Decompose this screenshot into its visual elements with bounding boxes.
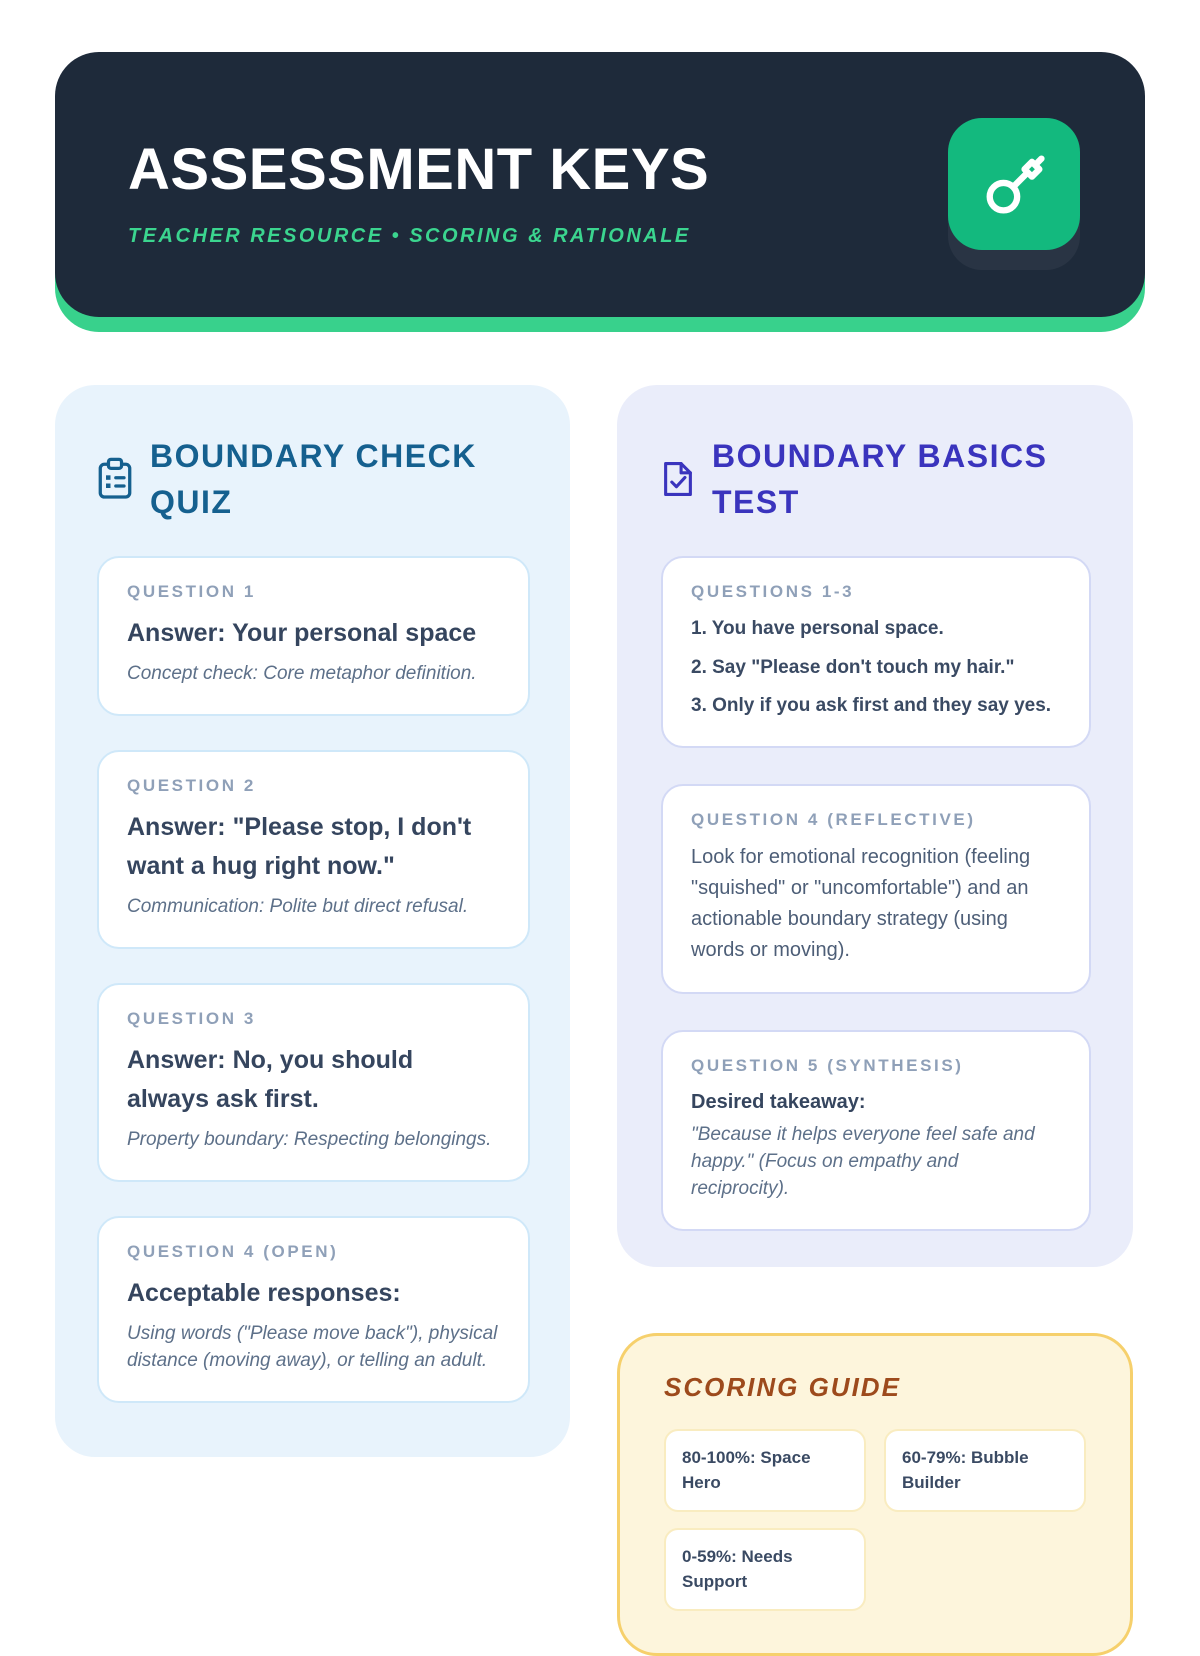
test-panel-header (661, 433, 1091, 526)
rationale-text: Property boundary: Respecting belongings. (127, 1128, 492, 1150)
question-label: QUESTION 5 (SYNTHESIS) (691, 1056, 964, 1076)
takeaway-lead: Desired takeaway: (691, 1090, 866, 1113)
quiz-panel-title: BOUNDARY CHECK QUIZ (150, 438, 477, 521)
test-panel-title: BOUNDARY BASICS TEST (712, 438, 1048, 521)
boundary-basics-test-panel (617, 385, 1133, 1267)
answer-text: Answer: No, you should always ask first. (127, 1046, 414, 1113)
score-chip-needs-support: 0-59%: Needs Support (664, 1528, 866, 1611)
score-chip-bubble-builder: 60-79%: Bubble Builder (884, 1429, 1086, 1512)
answer-list-item: 2. Say "Please don't touch my hair." (691, 656, 1015, 678)
question-card-t1-3 (661, 556, 1091, 748)
page-subtitle: TEACHER RESOURCE • SCORING & RATIONALE (128, 225, 691, 247)
page-title: ASSESSMENT KEYS (128, 137, 710, 202)
question-card-q1 (97, 556, 530, 716)
scoring-guide-title: SCORING GUIDE (664, 1371, 901, 1402)
answer-text: Answer: Your personal space (127, 619, 477, 648)
question-label: QUESTION 4 (OPEN) (127, 1241, 339, 1261)
question-card-t5-synthesis (661, 1030, 1091, 1230)
key-icon-glyph (976, 146, 1052, 222)
answer-text: Answer: "Please stop, I don't want a hug right now." (127, 813, 472, 881)
question-card-q2 (97, 750, 530, 949)
question-card-q4-open (97, 1216, 530, 1403)
boundary-check-quiz-panel (55, 385, 570, 1457)
quiz-panel-header (97, 433, 530, 526)
takeaway-text: "Because it helps everyone feel safe and happy." (Focus on empathy and reciprocity). (691, 1123, 1035, 1199)
question-label: QUESTION 2 (127, 775, 256, 795)
question-card-t4-reflective (661, 784, 1091, 994)
page (0, 52, 1200, 1656)
rationale-text: Communication: Polite but direct refusal. (127, 895, 469, 917)
question-label: QUESTION 4 (REFLECTIVE) (691, 809, 976, 829)
question-card-q3 (97, 983, 530, 1182)
clipboard-icon (97, 457, 133, 501)
answer-list-item: 3. Only if you ask first and they say yes. (691, 695, 1052, 717)
guidance-text: Look for emotional recognition (feeling "squished" or "uncomfortable") and an actionable boundary strategy (using words or moving). (691, 846, 1031, 962)
document-check-icon (661, 458, 695, 500)
answer-list-item: 1. You have personal space. (691, 618, 944, 640)
scoring-guide-panel (617, 1333, 1133, 1656)
question-label: QUESTION 3 (127, 1008, 256, 1028)
key-icon (948, 118, 1080, 250)
header-card (55, 52, 1145, 317)
answer-text: Acceptable responses: (127, 1279, 401, 1307)
rationale-text: Using words ("Please move back"), physical distance (moving away), or telling an adult. (127, 1322, 498, 1371)
right-column (617, 385, 1133, 1656)
score-chip-space-hero: 80-100%: Space Hero (664, 1429, 866, 1512)
rationale-text: Concept check: Core metaphor definition. (127, 662, 477, 684)
question-label: QUESTION 1 (127, 581, 256, 601)
content-columns (55, 385, 1133, 1656)
question-label: QUESTIONS 1-3 (691, 581, 855, 601)
scoring-chips (664, 1429, 1086, 1611)
header-text (128, 136, 915, 248)
answer-list (691, 616, 1061, 720)
